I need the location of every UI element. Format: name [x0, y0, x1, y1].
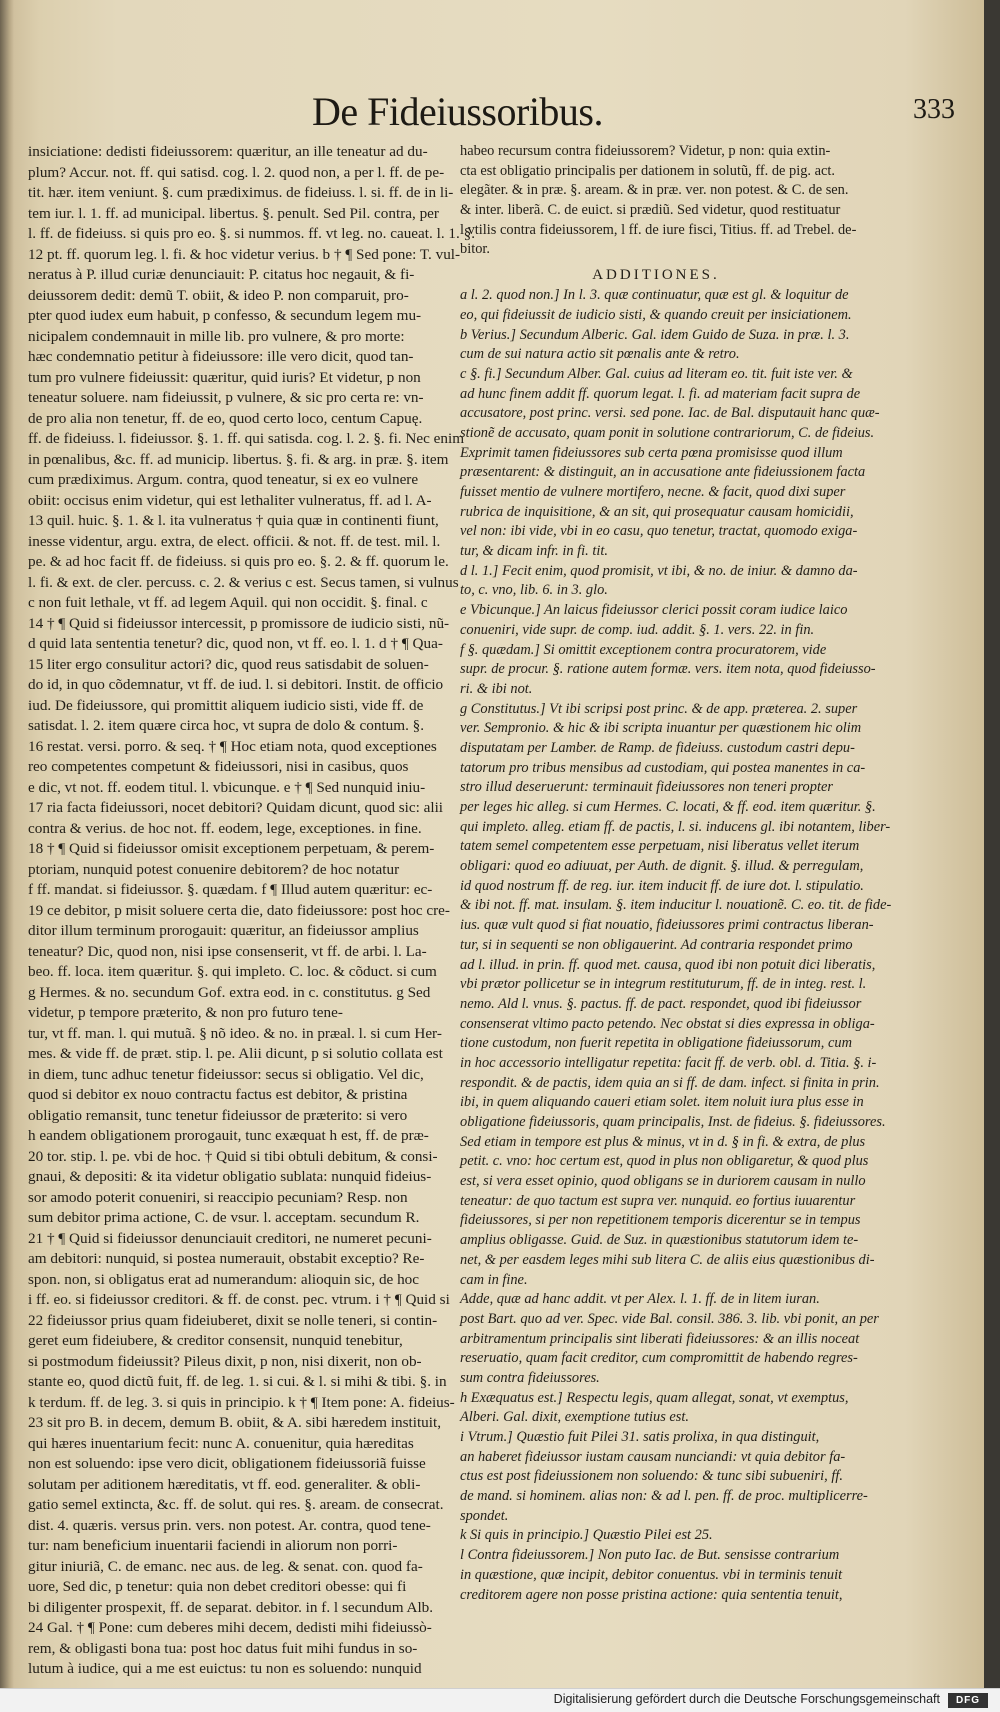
- text-line: obligatione fideiussoris, quam principalis, Inst. de fideius. §. fideiussores.: [460, 1114, 886, 1130]
- text-line: beo. ff. loca. item quæritur. §. qui impleto. C. loc. & cõduct. si cum: [28, 963, 437, 980]
- text-line: cam in fine.: [460, 1271, 528, 1288]
- text-line: hæc condemnatio petitur à fideiussore: ille vero dicit, quod tan-: [28, 348, 414, 365]
- text-line: ptoriam, nunquid potest conuenire debitorem? de hoc notatur: [28, 860, 400, 878]
- text-line: neratus à P. illud curiæ denunciauit: P. citatus hoc negauit, & fi-: [28, 266, 415, 283]
- text-line: gitur iniuriã, C. de emanc. nec aus. de leg. & senat. con. quod fa-: [28, 1557, 423, 1575]
- additiones-notes: [460, 286, 892, 1605]
- text-line: & inter. liberã. C. de euict. si prædiũ. Sed videtur, quod restituatur: [460, 202, 841, 219]
- text-line: fideiussores, si per non repetitionem temporis dicerentur se in tempus: [460, 1212, 861, 1229]
- text-line: cum de sui natura actio sit pœnalis ante & retro.: [460, 346, 740, 363]
- text-line: tur: nam beneficium inuentarii faciendi in aliorum non porri-: [28, 1537, 398, 1554]
- text-line: f §. quædam.] Si omittit exceptionem contra procuratorem, vide: [460, 641, 827, 658]
- dfg-logo: DFG: [948, 1693, 988, 1708]
- text-line: stante eo, quod dictũ fuit, ff. de leg. 1. si cui. & l. si mihi & tibi. §. in: [28, 1373, 447, 1390]
- text-line: sum debitor prima actione, C. de vsur. l. acceptam. secundum R.: [28, 1209, 420, 1226]
- text-line: de pro alia non tenetur, ff. de eo, quod certo loco, centum Capuę.: [28, 409, 423, 427]
- main-text-continuation: [460, 142, 857, 260]
- text-line: k Si quis in principio.] Quæstio Pilei est 25.: [460, 1527, 713, 1544]
- text-line: petit. c. vno: hoc certum est, quod in plus non obligaretur, & quod plus: [460, 1153, 869, 1170]
- text-line: quod si debitor ex nouo contractu factus est debitor, & pristina: [28, 1086, 408, 1103]
- text-line: stionẽ de accusato, quam ponit in solutione contrariorum, C. de fideius.: [460, 424, 875, 441]
- text-line: respondit. & de pactis, idem quia an si ff. de dam. infect. si finita in prin.: [460, 1074, 880, 1091]
- page-gutter-shadow: [0, 0, 14, 1688]
- text-line: cum prædiximus. Argum. contra, quod teneatur, si ex eo vulnere: [28, 471, 419, 488]
- text-line: Alberi. Gal. dixit, exemptione tutius est.: [460, 1409, 690, 1426]
- text-line: in hoc accessorio intelligatur repetita: facit ff. de verb. obl. d. Titia. §. i-: [460, 1054, 877, 1071]
- text-line: tatem semel competentem esse perpetuam, nisi liberatus vellet iterum: [460, 838, 860, 855]
- text-line: insiciatione: dedisti fideiussorem: quæritur, an ille teneatur ad du-: [28, 143, 428, 160]
- text-line: ad l. illud. in prin. ff. quod met. causa, quod ibi non potuit dici liberatis,: [460, 956, 876, 973]
- text-line: præsentarent: & distinguit, an in accusatione ante fideiussionem facta: [460, 464, 866, 481]
- text-line: an haberet fideiussor iustam causam nunciandi: vt quia debitor fa-: [460, 1448, 846, 1465]
- text-line: obiit: occisus enim videtur, qui est lethaliter vulneratus, ff. ad l. A-: [28, 491, 432, 509]
- text-line: i ff. eo. si fideiussor creditori. & ff. de const. pec. vtrum. i † ¶ Quid si: [28, 1291, 450, 1308]
- text-line: geret eum fideiubere, & creditor consensit, nunquid tenebitur,: [28, 1332, 403, 1349]
- text-line: inesse videntur, argu. extra, de elect. officii. & not. ff. de test. mil. l.: [28, 532, 441, 550]
- digitization-footer: [0, 1688, 1000, 1712]
- folio-number: 333: [913, 94, 955, 125]
- text-line: e Vbicunque.] An laicus fideiussor clerici possit coram iudice laico: [460, 602, 848, 619]
- text-line: non est soluendo: ipse vero dicit, obligationem fideiussoriã fuisse: [28, 1455, 426, 1472]
- text-line: satisdat. l. 2. item quære circa hoc, vt supra de dolo & contum. §.: [28, 717, 425, 734]
- text-line: teneatur soluere. nam fideiussit, p vulnere, & sic pro certa re: vn-: [28, 389, 424, 406]
- text-line: ad hunc finem addit ff. quorum legat. l. fi. ad materiam facit supra de: [460, 385, 861, 402]
- main-text-column: [28, 142, 475, 1677]
- running-title: De Fideiussoribus.: [312, 89, 603, 134]
- text-line: amplius obligasse. Guid. de Suz. in quæstionibus statutorum idem te-: [460, 1232, 859, 1249]
- text-line: a l. 2. quod non.] In l. 3. quæ continuatur, quæ est gl. & loquitur de: [460, 287, 849, 304]
- text-line: ver. Sempronio. & hic & ibi scripta inuantur per quæstionem hic olim: [460, 720, 862, 737]
- text-line: gatio semel extincta, &c. ff. de solut. qui res. §. aream. de consecrat.: [28, 1496, 444, 1513]
- text-line: i Vtrum.] Quæstio fuit Pilei 31. satis prolixa, in qua distinguit,: [460, 1429, 820, 1445]
- text-line: 23 sit pro B. in decem, demum B. obiit, & A. sibi hæredem instituit,: [28, 1414, 441, 1431]
- text-line: l Contra fideiussorem.] Non puto Iac. de But. sensisse contrarium: [460, 1547, 840, 1564]
- text-line: consenserat vltimo pacto petendo. Nec obstat si dies expressa in obliga-: [460, 1015, 875, 1032]
- page-header: [0, 88, 984, 138]
- text-line: Sed etiam in tempore est plus & minus, vt in d. § in fi. & extra, de plus: [460, 1133, 866, 1150]
- text-line: reseruatio, quam facit creditor, cum compromittit de habendo regres-: [460, 1350, 858, 1367]
- text-line: tur, vt ff. man. l. qui mutuã. § nõ ideo. & no. in præal. l. si cum Her-: [28, 1024, 442, 1042]
- text-line: Adde, quæ ad hanc addit. vt per Alex. l. 1. ff. de in litem iuran.: [460, 1291, 820, 1308]
- text-line: tum pro vulnere fideiussit: quæritur, quid iuris? Et videtur, p non: [28, 368, 421, 386]
- text-line: spondet.: [460, 1507, 509, 1524]
- text-line: g Hermes. & no. secundum Gof. extra eod. in c. constitutus. g Sed: [28, 983, 431, 1001]
- text-line: ditor illum terminum prorogauit: quæritur, an fideiussor amplius: [28, 922, 419, 939]
- text-line: contra & verius. de hoc not. ff. eodem, lege, exceptiones. in fine.: [28, 819, 422, 837]
- text-line: nicipalem condemnauit in mille lib. pro vulnere, & pro morte:: [28, 327, 405, 345]
- text-line: l vtilis contra fideiussorem, l ff. de iure fisci, Titius. ff. ad Trebel. de-: [460, 221, 857, 238]
- text-line: cta est obligatio principalis per dationem in solutũ, ff. de pig. act.: [460, 162, 835, 179]
- text-line: qui impleto. alleg. etiam ff. de pactis, l. si. inducens gl. ibi notantem, liber-: [460, 818, 891, 835]
- text-line: 24 Gal. † ¶ Pone: cum deberes mihi decem, dedisti mihi fideiussò-: [28, 1619, 432, 1636]
- text-line: per leges hic alleg. si cum Hermes. C. locati, & ff. eod. item quæritur. §.: [460, 799, 876, 815]
- text-line: in quæstione, quæ incipit, debitor conuentus. vbi in terminis tenuit: [460, 1566, 843, 1583]
- text-line: conueniri, vide supr. de comp. iud. addit. §. 1. vers. 22. in fin.: [460, 621, 815, 638]
- text-line: 14 † ¶ Quid si fideiussor intercessit, p promissore de iudicio sisti, nũ-: [28, 614, 450, 632]
- text-line: 13 quil. huic. §. 1. & l. ita vulneratus † quia quæ in continenti fiunt,: [28, 512, 439, 529]
- text-line: 21 † ¶ Quid si fideiussor denunciauit creditori, ne numeret pecuni-: [28, 1229, 432, 1247]
- text-line: ff. de fideiuss. l. fideiussor. §. 1. ff. qui satisda. cog. l. 2. §. fi. Nec enim: [28, 430, 465, 447]
- text-line: stro illud deseruerunt: terminauit fideiussores non teneri propter: [460, 779, 833, 796]
- text-line: c §. fi.] Secundum Alber. Gal. cuius ad literam eo. tit. fuit iste ver. &: [460, 365, 853, 382]
- text-line: videtur, p tempore præterito, & non pro futuro tene-: [28, 1004, 343, 1021]
- text-line: e dic, vt not. ff. eodem titul. l. vbicunque. e † ¶ Sed nunquid iniu-: [28, 778, 426, 796]
- text-line: l. fi. & ext. de cler. percuss. c. 2. & verius c est. Secus tamen, si vulnus: [28, 573, 459, 591]
- text-line: k terdum. ff. de leg. 3. si quis in principio. k † ¶ Item pone: A. fideius-: [28, 1393, 455, 1411]
- text-line: eo, qui fideiussit de iudicio sisti, & quando creuit per insiciationem.: [460, 306, 852, 323]
- text-line: obligatio remansit, tunc tenetur fideiussor de præterito: si vero: [28, 1106, 408, 1124]
- text-line: d l. 1.] Fecit enim, quod promisit, vt ibi, & no. de iniur. & damno da-: [460, 562, 858, 579]
- text-line: vel non: ibi vide, vbi in eo casu, quo tenetur, tractat, quomodo exiga-: [460, 523, 858, 540]
- text-line: rem, & obligasti bona tua: post hoc datus fuit mihi fundus in so-: [28, 1639, 418, 1657]
- text-line: pe. & ad hoc facit ff. de fideiuss. si quis pro eo. §. 2. & ff. quorum le.: [28, 553, 449, 570]
- text-line: 17 ria facta fideiussori, nocet debitori? Quidam dicunt, quod sic: alii: [28, 799, 444, 816]
- right-text-column: [460, 142, 892, 1603]
- text-line: solutam per aditionem hæreditatis, vt ff. eod. generaliter. & obli-: [28, 1475, 421, 1493]
- text-line: uore, Sed dic, p tenetur: quia non debet creditori obesse: qui fi: [28, 1578, 407, 1595]
- text-line: arbitramentum principalis sint liberati fideiussores: & an illis noceat: [460, 1330, 860, 1347]
- text-line: dist. 4. quæris. versus prin. vers. non potest. Ar. contra, quod tene-: [28, 1516, 431, 1534]
- text-line: ctus est post fideiussionem non soluendo: & tunc sibi subueniri, ff.: [460, 1468, 843, 1485]
- text-line: tione custodum, non fuerit repetita in obligatione fideiussorum, cum: [460, 1035, 852, 1052]
- text-line: ri. & ibi not.: [460, 680, 533, 697]
- text-line: fuisset mentio de vulnere mortifero, necne. & facit, quod dixi super: [460, 484, 846, 500]
- text-line: 12 pt. ff. quorum leg. l. fi. & hoc videtur verius. b † ¶ Sed pone: T. vul-: [28, 245, 461, 263]
- text-line: pter quod iudex eum habuit, p confesso, & secundum legem mu-: [28, 307, 422, 324]
- text-line: Exprimit tamen fideiussores sub certa pœna promisisse quod illum: [460, 444, 843, 461]
- text-line: id quod nostrum ff. de reg. iur. item inducit ff. de iure dot. l. stipulatio.: [460, 877, 864, 894]
- text-line: 15 liter ergo consulitur actori? dic, quod reus satisdabit de soluen-: [28, 655, 429, 673]
- text-line: lutum à iudice, qui a me est euictus: tu non es soluendo: nunquid: [28, 1660, 422, 1677]
- text-line: h eandem obligationem prorogauit, tunc exæquat h est, ff. de præ-: [28, 1127, 429, 1144]
- text-line: est, si vera esset opinio, quod obligans se in duriorem causam in nullo: [460, 1173, 866, 1190]
- text-line: am debitori: nunquid, si postea numerauit, obstabit exceptio? Re-: [28, 1250, 425, 1267]
- footer-credit: Digitalisierung gefördert durch die Deutsche Forschungsgemeinschaft: [553, 1692, 940, 1706]
- text-line: qui hæres inuentarium fecit: nunc A. conuenitur, quia hæreditas: [28, 1434, 414, 1452]
- text-line: sor amodo poterit conueniri, si reaccipio pecuniam? Resp. non: [28, 1188, 408, 1206]
- text-line: bi diligenter prospexit, ff. de separat. debitor. in f. l secundum Alb.: [28, 1598, 434, 1616]
- text-line: 19 ce debitor, p misit soluere certa die, dato fideiussore: post hoc cre-: [28, 901, 450, 919]
- text-line: in diem, tunc adhuc tenetur fideiussor: secus si obligatio. Vel dic,: [28, 1065, 424, 1083]
- text-line: 16 restat. versi. porro. & seq. † ¶ Hoc etiam nota, quod exceptiones: [28, 737, 437, 755]
- text-line: tem iur. l. 1. ff. ad municipal. libertus. §. penult. Sed Pil. contra, per: [28, 204, 439, 222]
- text-line: do id, in quo cõdemnatur, vt ff. de iud. l. si debitori. Instit. de officio: [28, 676, 444, 693]
- text-line: tur, & dicam infr. in fi. tit.: [460, 543, 608, 560]
- text-line: b Verius.] Secundum Alberic. Gal. idem Guido de Suza. in præ. l. 3.: [460, 326, 850, 343]
- text-line: tit. hær. item veniunt. §. cum prædiximus. de fideiuss. l. si. ff. de in li-: [28, 184, 454, 201]
- text-line: in pœnalibus, &c. ff. ad municip. libertus. §. fi. & arg. in præ. §. item: [28, 450, 449, 468]
- text-line: si postmodum fideiussit? Pileus dixit, p non, nisi dixerit, non ob-: [28, 1352, 422, 1370]
- text-line: 20 tor. stip. l. pe. vbi de hoc. † Quid si tibi obtuli debitum, & consi-: [28, 1147, 438, 1165]
- text-line: sum contra fideiussores.: [460, 1369, 600, 1386]
- text-line: elegãter. & in præ. §. aream. & in præ. ver. non potest. & C. de sen.: [460, 182, 849, 199]
- text-line: mes. & vide ff. de præt. stip. l. pe. Alii dicunt, p si solutio collata est: [28, 1045, 443, 1062]
- text-line: deiussorem dedit: demũ T. obiit, & ideo P. non comparuit, pro-: [28, 286, 409, 304]
- text-line: ius. quæ vult quod si fiat nouatio, fideiussores primi contractus liberan-: [460, 917, 874, 934]
- text-line: net, & per easdem leges mihi sub litera C. de aliis eius quæstionibus di-: [460, 1251, 875, 1268]
- text-line: f ff. mandat. si fideiussor. §. quædam. f ¶ Illud autem quæritur: ec-: [28, 881, 433, 898]
- text-line: disputatam per Lamber. de Ramp. de fideiuss. custodum castri depu-: [460, 739, 855, 756]
- text-line: ibi, in quem aliquando caueri etiam solet. item noluit iura plus esse in: [460, 1094, 864, 1111]
- text-line: post Bart. quo ad ver. Spec. vide Bal. consil. 386. 3. lib. vbi ponit, an per: [460, 1310, 879, 1327]
- text-line: reo competentes competunt & fideiussori, nisi in casibus, quos: [28, 758, 409, 775]
- text-line: rubrica de inquisitione, & an sit, qui prosequatur causam homicidii,: [460, 503, 854, 520]
- text-line: de mand. si hominem. alias non: & ad l. pen. ff. de proc. multiplicerre-: [460, 1488, 868, 1505]
- text-line: to, c. vno, lib. 6. in 3. glo.: [460, 582, 608, 599]
- text-line: 22 fideiussor prius quam fideiuberet, dixit se nolle teneri, si contin-: [28, 1311, 438, 1329]
- text-line: accusatore, post princ. versi. sed pone. Iac. de Bal. disputauit hanc quæ-: [460, 405, 880, 422]
- text-line: c non fuit lethale, vt ff. ad legem Aquil. qui non occidit. §. final. c: [28, 594, 428, 611]
- text-line: gnaui, & depositi: & ita videtur obligatio sublata: nunquid fideius-: [28, 1168, 432, 1185]
- text-line: & ibi not. ff. mat. insulam. §. item inducitur l. nouationẽ. C. eo. tit. de fide-: [460, 897, 892, 914]
- text-line: habeo recursum contra fideiussorem? Videtur, p non: quia extin-: [460, 143, 831, 159]
- additiones-heading: ADDITIONES.: [592, 267, 720, 284]
- text-line: 18 † ¶ Quid si fideiussor omisit exceptionem perpetuam, & perem-: [28, 840, 435, 857]
- text-line: plum? Accur. not. ff. qui satisd. cog. l. 2. quod non, a per l. ff. de pe-: [28, 163, 445, 181]
- text-line: l. ff. de fideiuss. si quis pro eo. §. si nummos. ff. vt leg. no. caueat. l. 1. §.: [28, 225, 475, 242]
- text-line: supr. de procur. §. ratione autem formæ. vers. item nota, quod fideiusso-: [460, 661, 876, 678]
- text-line: d quid lata sententia tenetur? dic, quod non, vt ff. eo. l. 1. d † ¶ Qua-: [28, 635, 443, 652]
- text-line: h Exæquatus est.] Respectu legis, quam allegat, sonat, vt exemptus,: [460, 1389, 849, 1406]
- text-line: spon. non, si obligatus erat ad numerandum: alioquin sic, de hoc: [28, 1270, 420, 1288]
- text-line: teneatur? Dic, quod non, nisi ipse consenserit, vt ff. de arbi. l. La-: [28, 942, 427, 960]
- text-line: tatorum pro tribus mensibus ad custodiam, qui postea manentes in ca-: [460, 759, 866, 776]
- text-line: tur, si in sequenti se non obligauerint. Ad contraria respondet primo: [460, 936, 853, 953]
- text-line: teneatur: de quo tactum est supra ver. nunquid. eo fortius iuuarentur: [460, 1192, 856, 1209]
- text-line: g Constitutus.] Vt ibi scripsi post princ. & de app. præterea. 2. super: [460, 700, 858, 717]
- text-line: bitor.: [460, 241, 490, 258]
- text-line: nemo. Ald l. vnus. §. pactus. ff. de pact. respondet, quod ibi fideiussor: [460, 995, 862, 1012]
- text-line: iud. De fideiussore, qui promittit aliquem iudicio sisti, vide ff. de: [28, 696, 424, 714]
- text-line: obligari: quod eo adiuuat, per Auth. de dignit. §. illud. & perregulam,: [460, 858, 864, 875]
- text-line: creditorem agere non posse pristina actione: quia sententia tenuit,: [460, 1586, 843, 1603]
- text-line: vbi prætor pollicetur se in integrum restituturum, ff. de in integ. rest. l.: [460, 976, 867, 993]
